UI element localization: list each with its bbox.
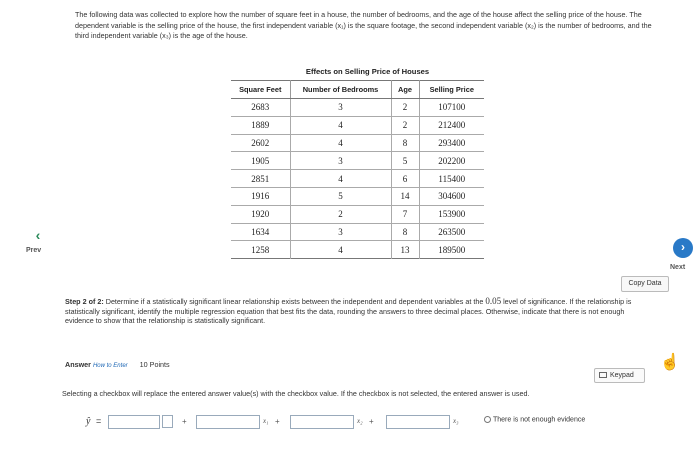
hand-cursor-icon: ☝ — [660, 354, 680, 371]
no-evidence-radio[interactable] — [484, 416, 491, 423]
x2-coefficient-input[interactable] — [290, 415, 354, 429]
header-square-feet: Square Feet — [231, 81, 290, 99]
copy-data-button[interactable]: Copy Data — [621, 276, 669, 292]
intercept-checkbox[interactable] — [162, 415, 173, 428]
table-row: 2851 4 6 115400 — [231, 170, 484, 188]
table-row: 1258 4 13 189500 — [231, 241, 484, 259]
table-row: 1905 3 5 202200 — [231, 152, 484, 170]
equals-sign: = — [96, 416, 102, 426]
table-title: Effects on Selling Price of Houses — [305, 67, 430, 76]
answer-header — [65, 360, 170, 369]
header-age: Age — [391, 81, 419, 99]
y-hat-symbol: ŷ — [86, 416, 91, 427]
keypad-button[interactable]: Keypad — [594, 368, 645, 383]
how-to-enter-link[interactable]: How to Enter — [92, 363, 128, 369]
table-row: 1634 3 8 263500 — [231, 223, 484, 241]
data-table — [231, 80, 484, 259]
x1-coefficient-input[interactable] — [196, 415, 260, 429]
header-selling-price: Selling Price — [419, 81, 484, 99]
data-table-container — [231, 64, 484, 259]
step-instructions: Step 2 of 2: Determine if a statistically significant linear relationship exists between the independent and dependent variables at the 0.05 level of significance. If the relationship is statistically significant, identify the multiple regression equation that best fits the data, rounding the answers to three decimal places. Otherwise, indicate that there is not enough evidence to show that the relationship is statistically significant. — [65, 296, 632, 325]
points-label: 10 Points — [139, 360, 170, 369]
prev-button[interactable] — [26, 226, 48, 266]
header-bedrooms: Number of Bedrooms — [290, 81, 391, 99]
x3-coefficient-input[interactable] — [386, 415, 450, 429]
step-label: Step 2 of 2: — [65, 297, 104, 306]
table-row: 1916 5 14 304600 — [231, 187, 484, 205]
significance-level: 0.05 — [485, 296, 502, 306]
no-evidence-option[interactable]: There is not enough evidence — [484, 416, 585, 423]
regression-equation: ŷ = + x₁ + x₂ + x₃ There is not enough evidence — [86, 416, 586, 427]
problem-intro: The following data was collected to explore how the number of square feet in a house, the number of bedrooms, and the age of the house affect the selling price of the house. The dependent variable is the selling price of the house, the first independent variable (x₁) is the square footage, the second independent variable (x₂) is the number of bedrooms, and the third independent variable (x₃) is the age of the house. — [75, 10, 652, 40]
table-row: 1889 4 2 212400 — [231, 116, 484, 134]
next-label[interactable]: Next — [670, 264, 686, 271]
table-row: 2683 3 2 107100 — [231, 99, 484, 117]
chevron-left-icon[interactable]: ‹ — [28, 226, 48, 246]
checkbox-note: Selecting a checkbox will replace the entered answer value(s) with the checkbox value. If the checkbox is not selected, the entered answer is used. — [62, 389, 530, 398]
table-header-row — [231, 81, 484, 99]
table-row: 2602 4 8 293400 — [231, 134, 484, 152]
table-row: 1920 2 7 153900 — [231, 205, 484, 223]
answer-label: Answer — [65, 360, 91, 369]
keypad-icon — [599, 372, 607, 378]
chevron-right-icon[interactable]: › — [673, 238, 693, 258]
next-button[interactable] — [670, 238, 700, 274]
prev-label[interactable]: Prev — [26, 247, 42, 254]
intercept-input[interactable] — [108, 415, 160, 429]
